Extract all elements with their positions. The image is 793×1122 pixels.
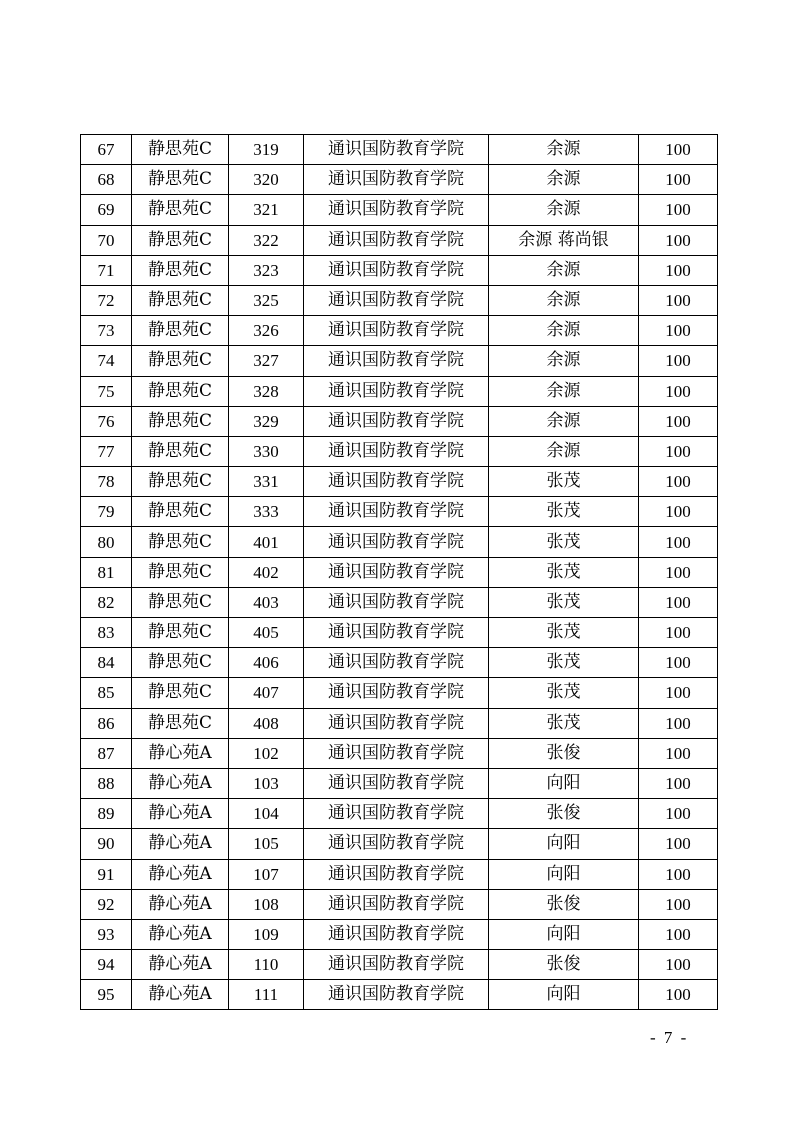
- counselor-cell: 余源: [489, 406, 639, 436]
- serial-cell: 95: [81, 980, 132, 1010]
- amount-cell: 100: [639, 225, 718, 255]
- room-cell: 320: [229, 165, 304, 195]
- amount-cell: 100: [639, 708, 718, 738]
- room-cell: 323: [229, 255, 304, 285]
- table-row: [81, 859, 718, 889]
- counselor-cell: 余源: [489, 316, 639, 346]
- counselor-cell: 向阳: [489, 919, 639, 949]
- amount-cell: 100: [639, 950, 718, 980]
- serial-cell: 79: [81, 497, 132, 527]
- college-cell: 通识国防教育学院: [304, 648, 489, 678]
- room-cell: 408: [229, 708, 304, 738]
- college-cell: 通识国防教育学院: [304, 467, 489, 497]
- serial-cell: 80: [81, 527, 132, 557]
- table-body: [81, 135, 718, 1010]
- amount-cell: 100: [639, 919, 718, 949]
- counselor-cell: 向阳: [489, 829, 639, 859]
- room-cell: 330: [229, 436, 304, 466]
- building-cell: 静思苑C: [132, 225, 229, 255]
- table-row: [81, 285, 718, 315]
- serial-cell: 84: [81, 648, 132, 678]
- building-cell: 静思苑C: [132, 497, 229, 527]
- counselor-cell: 余源: [489, 436, 639, 466]
- college-cell: 通识国防教育学院: [304, 799, 489, 829]
- serial-cell: 90: [81, 829, 132, 859]
- room-cell: 104: [229, 799, 304, 829]
- room-cell: 110: [229, 950, 304, 980]
- serial-cell: 77: [81, 436, 132, 466]
- building-cell: 静思苑C: [132, 527, 229, 557]
- amount-cell: 100: [639, 829, 718, 859]
- room-cell: 405: [229, 618, 304, 648]
- amount-cell: 100: [639, 497, 718, 527]
- amount-cell: 100: [639, 768, 718, 798]
- amount-cell: 100: [639, 376, 718, 406]
- building-cell: 静心苑A: [132, 859, 229, 889]
- table-row: [81, 195, 718, 225]
- building-cell: 静思苑C: [132, 165, 229, 195]
- table-row: [81, 497, 718, 527]
- amount-cell: 100: [639, 587, 718, 617]
- counselor-cell: 张茂: [489, 618, 639, 648]
- amount-cell: 100: [639, 346, 718, 376]
- counselor-cell: 余源 蒋尚银: [489, 225, 639, 255]
- serial-cell: 72: [81, 285, 132, 315]
- table-row: [81, 919, 718, 949]
- room-cell: 325: [229, 285, 304, 315]
- serial-cell: 82: [81, 587, 132, 617]
- building-cell: 静思苑C: [132, 316, 229, 346]
- table-row: [81, 799, 718, 829]
- college-cell: 通识国防教育学院: [304, 557, 489, 587]
- table-row: [81, 376, 718, 406]
- college-cell: 通识国防教育学院: [304, 678, 489, 708]
- table-row: [81, 829, 718, 859]
- college-cell: 通识国防教育学院: [304, 587, 489, 617]
- counselor-cell: 张茂: [489, 467, 639, 497]
- serial-cell: 73: [81, 316, 132, 346]
- serial-cell: 67: [81, 135, 132, 165]
- building-cell: 静心苑A: [132, 950, 229, 980]
- building-cell: 静思苑C: [132, 346, 229, 376]
- counselor-cell: 余源: [489, 346, 639, 376]
- building-cell: 静思苑C: [132, 285, 229, 315]
- building-cell: 静心苑A: [132, 738, 229, 768]
- serial-cell: 83: [81, 618, 132, 648]
- table-row: [81, 587, 718, 617]
- serial-cell: 91: [81, 859, 132, 889]
- amount-cell: 100: [639, 255, 718, 285]
- building-cell: 静思苑C: [132, 406, 229, 436]
- counselor-cell: 张茂: [489, 648, 639, 678]
- serial-cell: 75: [81, 376, 132, 406]
- serial-cell: 71: [81, 255, 132, 285]
- table-row: [81, 316, 718, 346]
- amount-cell: 100: [639, 165, 718, 195]
- counselor-cell: 张茂: [489, 557, 639, 587]
- serial-cell: 85: [81, 678, 132, 708]
- counselor-cell: 张茂: [489, 678, 639, 708]
- room-cell: 402: [229, 557, 304, 587]
- building-cell: 静思苑C: [132, 195, 229, 225]
- building-cell: 静思苑C: [132, 436, 229, 466]
- amount-cell: 100: [639, 980, 718, 1010]
- college-cell: 通识国防教育学院: [304, 829, 489, 859]
- building-cell: 静思苑C: [132, 135, 229, 165]
- building-cell: 静思苑C: [132, 557, 229, 587]
- room-cell: 322: [229, 225, 304, 255]
- room-cell: 331: [229, 467, 304, 497]
- amount-cell: 100: [639, 648, 718, 678]
- table-row: [81, 527, 718, 557]
- college-cell: 通识国防教育学院: [304, 497, 489, 527]
- building-cell: 静心苑A: [132, 919, 229, 949]
- college-cell: 通识国防教育学院: [304, 618, 489, 648]
- building-cell: 静心苑A: [132, 768, 229, 798]
- room-cell: 109: [229, 919, 304, 949]
- table-row: [81, 225, 718, 255]
- college-cell: 通识国防教育学院: [304, 738, 489, 768]
- counselor-cell: 余源: [489, 195, 639, 225]
- building-cell: 静思苑C: [132, 708, 229, 738]
- room-cell: 105: [229, 829, 304, 859]
- amount-cell: 100: [639, 285, 718, 315]
- room-cell: 406: [229, 648, 304, 678]
- table-row: [81, 346, 718, 376]
- serial-cell: 69: [81, 195, 132, 225]
- amount-cell: 100: [639, 135, 718, 165]
- room-cell: 326: [229, 316, 304, 346]
- college-cell: 通识国防教育学院: [304, 376, 489, 406]
- table-row: [81, 950, 718, 980]
- college-cell: 通识国防教育学院: [304, 195, 489, 225]
- college-cell: 通识国防教育学院: [304, 406, 489, 436]
- room-cell: 403: [229, 587, 304, 617]
- room-cell: 329: [229, 406, 304, 436]
- counselor-cell: 向阳: [489, 768, 639, 798]
- room-cell: 103: [229, 768, 304, 798]
- serial-cell: 93: [81, 919, 132, 949]
- room-cell: 108: [229, 889, 304, 919]
- table-row: [81, 135, 718, 165]
- building-cell: 静心苑A: [132, 889, 229, 919]
- room-cell: 107: [229, 859, 304, 889]
- counselor-cell: 余源: [489, 255, 639, 285]
- table-row: [81, 436, 718, 466]
- serial-cell: 68: [81, 165, 132, 195]
- counselor-cell: 向阳: [489, 859, 639, 889]
- college-cell: 通识国防教育学院: [304, 316, 489, 346]
- room-cell: 319: [229, 135, 304, 165]
- college-cell: 通识国防教育学院: [304, 346, 489, 376]
- amount-cell: 100: [639, 406, 718, 436]
- dormitory-table: [80, 134, 718, 1010]
- table-row: [81, 406, 718, 436]
- counselor-cell: 张茂: [489, 587, 639, 617]
- counselor-cell: 张俊: [489, 950, 639, 980]
- amount-cell: 100: [639, 557, 718, 587]
- counselor-cell: 余源: [489, 285, 639, 315]
- building-cell: 静思苑C: [132, 678, 229, 708]
- room-cell: 333: [229, 497, 304, 527]
- table-row: [81, 618, 718, 648]
- building-cell: 静思苑C: [132, 255, 229, 285]
- building-cell: 静思苑C: [132, 587, 229, 617]
- counselor-cell: 余源: [489, 376, 639, 406]
- counselor-cell: 余源: [489, 165, 639, 195]
- table-row: [81, 708, 718, 738]
- amount-cell: 100: [639, 436, 718, 466]
- amount-cell: 100: [639, 799, 718, 829]
- amount-cell: 100: [639, 678, 718, 708]
- building-cell: 静思苑C: [132, 648, 229, 678]
- room-cell: 407: [229, 678, 304, 708]
- counselor-cell: 向阳: [489, 980, 639, 1010]
- counselor-cell: 张俊: [489, 738, 639, 768]
- room-cell: 401: [229, 527, 304, 557]
- serial-cell: 89: [81, 799, 132, 829]
- table-row: [81, 738, 718, 768]
- college-cell: 通识国防教育学院: [304, 255, 489, 285]
- table-row: [81, 648, 718, 678]
- college-cell: 通识国防教育学院: [304, 708, 489, 738]
- college-cell: 通识国防教育学院: [304, 225, 489, 255]
- room-cell: 328: [229, 376, 304, 406]
- college-cell: 通识国防教育学院: [304, 436, 489, 466]
- college-cell: 通识国防教育学院: [304, 859, 489, 889]
- room-cell: 327: [229, 346, 304, 376]
- table-row: [81, 467, 718, 497]
- serial-cell: 78: [81, 467, 132, 497]
- serial-cell: 88: [81, 768, 132, 798]
- college-cell: 通识国防教育学院: [304, 527, 489, 557]
- college-cell: 通识国防教育学院: [304, 285, 489, 315]
- building-cell: 静心苑A: [132, 980, 229, 1010]
- amount-cell: 100: [639, 195, 718, 225]
- serial-cell: 94: [81, 950, 132, 980]
- amount-cell: 100: [639, 889, 718, 919]
- college-cell: 通识国防教育学院: [304, 980, 489, 1010]
- college-cell: 通识国防教育学院: [304, 165, 489, 195]
- table-row: [81, 980, 718, 1010]
- counselor-cell: 张俊: [489, 889, 639, 919]
- room-cell: 321: [229, 195, 304, 225]
- amount-cell: 100: [639, 467, 718, 497]
- counselor-cell: 张茂: [489, 708, 639, 738]
- table-row: [81, 678, 718, 708]
- counselor-cell: 张茂: [489, 527, 639, 557]
- counselor-cell: 张俊: [489, 799, 639, 829]
- room-cell: 102: [229, 738, 304, 768]
- serial-cell: 70: [81, 225, 132, 255]
- serial-cell: 74: [81, 346, 132, 376]
- serial-cell: 81: [81, 557, 132, 587]
- college-cell: 通识国防教育学院: [304, 919, 489, 949]
- table-row: [81, 165, 718, 195]
- college-cell: 通识国防教育学院: [304, 889, 489, 919]
- building-cell: 静心苑A: [132, 829, 229, 859]
- building-cell: 静思苑C: [132, 618, 229, 648]
- table-row: [81, 889, 718, 919]
- serial-cell: 76: [81, 406, 132, 436]
- amount-cell: 100: [639, 859, 718, 889]
- counselor-cell: 余源: [489, 135, 639, 165]
- amount-cell: 100: [639, 618, 718, 648]
- page-number: - 7 -: [650, 1028, 689, 1047]
- building-cell: 静思苑C: [132, 376, 229, 406]
- table-row: [81, 255, 718, 285]
- room-cell: 111: [229, 980, 304, 1010]
- amount-cell: 100: [639, 316, 718, 346]
- amount-cell: 100: [639, 738, 718, 768]
- amount-cell: 100: [639, 527, 718, 557]
- building-cell: 静心苑A: [132, 799, 229, 829]
- serial-cell: 86: [81, 708, 132, 738]
- building-cell: 静思苑C: [132, 467, 229, 497]
- college-cell: 通识国防教育学院: [304, 768, 489, 798]
- table-row: [81, 768, 718, 798]
- table-row: [81, 557, 718, 587]
- serial-cell: 87: [81, 738, 132, 768]
- college-cell: 通识国防教育学院: [304, 950, 489, 980]
- college-cell: 通识国防教育学院: [304, 135, 489, 165]
- serial-cell: 92: [81, 889, 132, 919]
- counselor-cell: 张茂: [489, 497, 639, 527]
